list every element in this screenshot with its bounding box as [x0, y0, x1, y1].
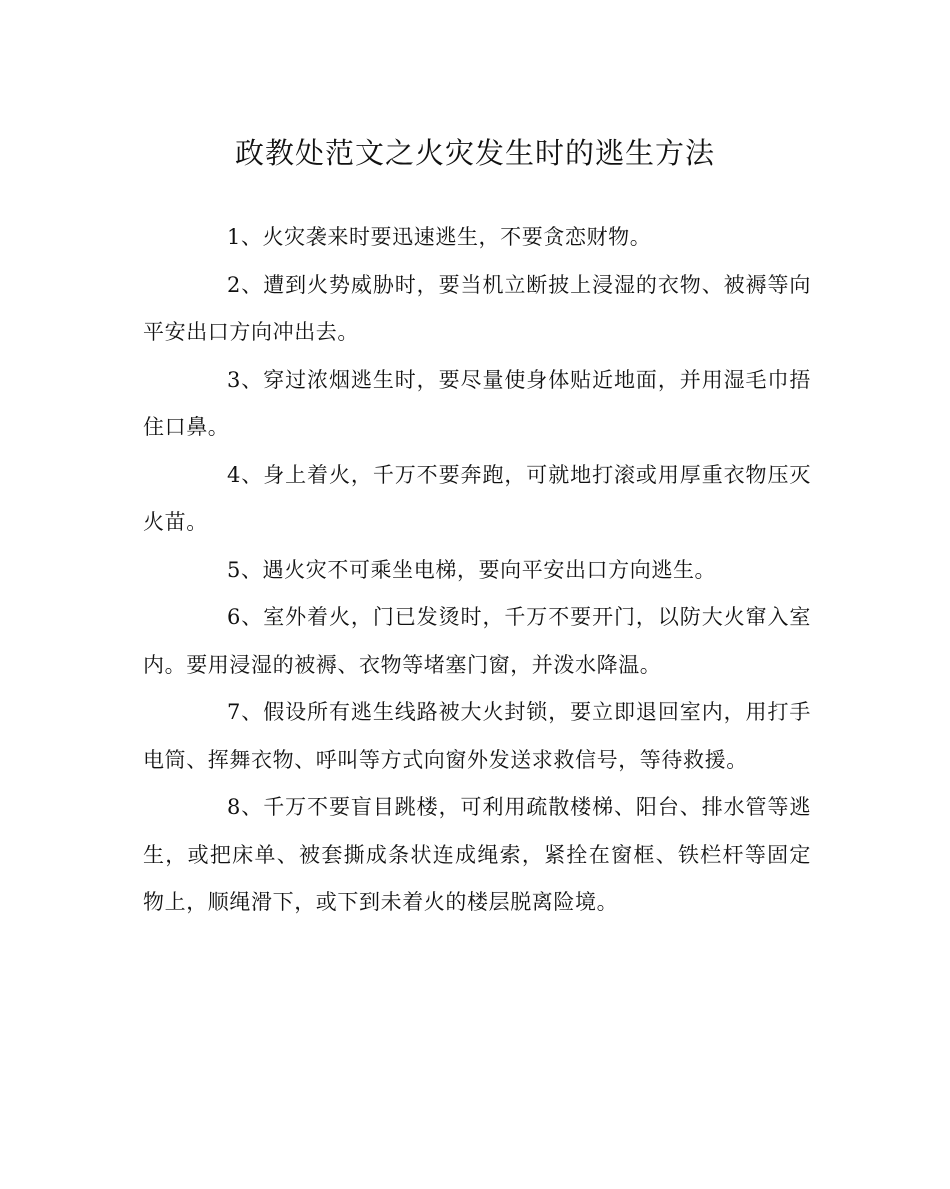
paragraph-1: 1、火灾袭来时要迅速逃生，不要贪恋财物。: [227, 225, 652, 249]
paragraph-7: 7、假设所有逃生线路被大火封锁，要立即退回室内，用打手电筒、挥舞衣物、呼叫等方式向窗外发送求救信号，等待救援。: [143, 700, 811, 772]
paragraph-6: 6、室外着火，门已发烫时，千万不要开门，以防大火窜入室内。要用浸湿的被褥、衣物等堵塞门窗，并泼水降温。: [143, 605, 811, 677]
paragraph-8: 8、千万不要盲目跳楼，可利用疏散楼梯、阳台、排水管等逃生，或把床单、被套撕成条状连成绳索，紧拴在窗框、铁栏杆等固定物上，顺绳滑下，或下到未着火的楼层脱离险境。: [143, 795, 811, 914]
paragraph-3: 3、穿过浓烟逃生时，要尽量使身体贴近地面，并用湿毛巾捂住口鼻。: [143, 367, 811, 439]
paragraph-4: 4、身上着火，千万不要奔跑，可就地打滚或用厚重衣物压灭火苗。: [143, 462, 811, 534]
paragraph-2: 2、遭到火势威胁时，要当机立断披上浸湿的衣物、被褥等向平安出口方向冲出去。: [143, 272, 811, 344]
page-title: 政教处范文之火灾发生时的逃生方法: [234, 136, 715, 170]
document-body: [143, 214, 811, 927]
paragraph-5: 5、遇火灾不可乘坐电梯，要向平安出口方向逃生。: [227, 557, 717, 582]
